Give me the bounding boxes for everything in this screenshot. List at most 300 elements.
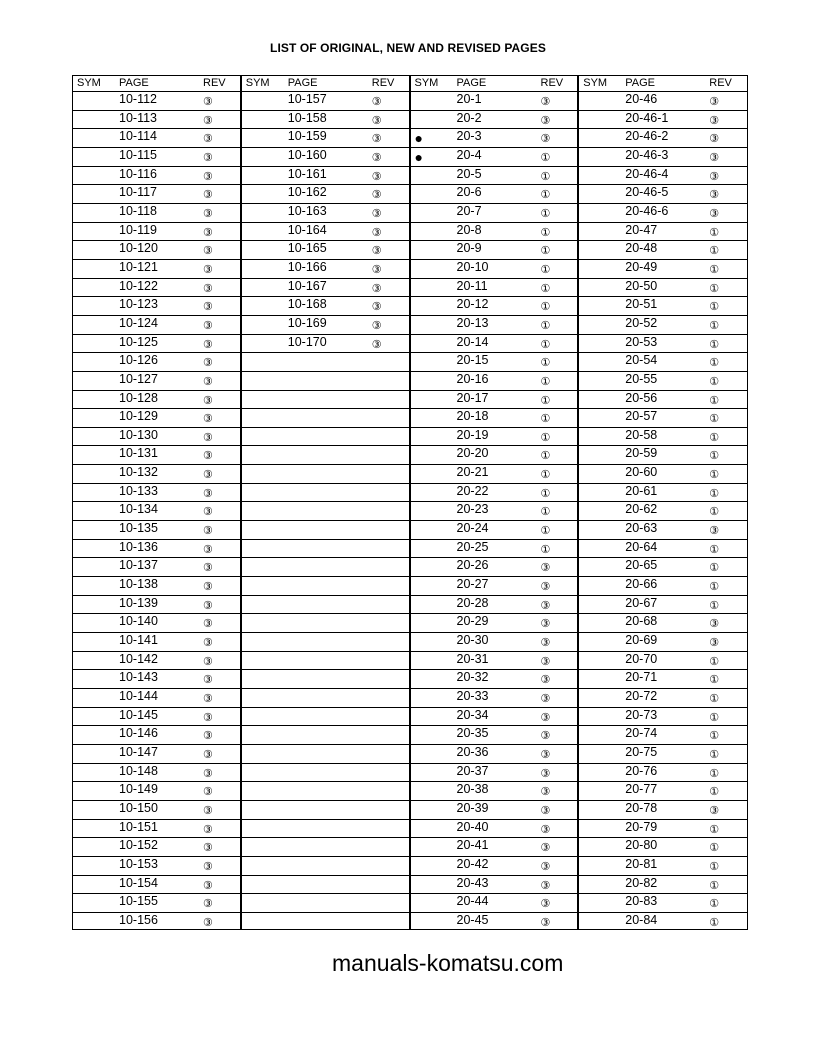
table-row (411, 335, 578, 354)
header-page: PAGE (119, 77, 149, 89)
page-number: 20-33 (456, 689, 489, 703)
table-row (411, 726, 578, 745)
revision-mark: ③ (709, 96, 720, 108)
revision-mark: ③ (371, 96, 382, 108)
table-row (411, 391, 578, 410)
revision-mark: ③ (371, 151, 382, 164)
revision-mark: ③ (540, 674, 551, 687)
table-row (73, 801, 240, 820)
table-row (411, 484, 578, 503)
revision-mark: ① (709, 898, 720, 911)
table-row (579, 838, 747, 857)
column-header (73, 76, 240, 92)
table-row (73, 484, 240, 503)
page-number: 20-59 (625, 446, 658, 461)
page-number: 20-10 (456, 259, 489, 274)
table-row (579, 484, 747, 503)
table-row (579, 708, 747, 727)
revision-mark: ③ (203, 431, 213, 444)
page-number: 20-64 (625, 539, 658, 554)
revision-mark: ① (709, 655, 720, 668)
revision-mark: ① (709, 375, 720, 388)
table-row (579, 353, 747, 372)
table-row (242, 633, 409, 652)
table-row (73, 241, 240, 260)
revision-mark: ① (709, 469, 720, 482)
table-row (73, 223, 240, 242)
page-title: LIST OF ORIGINAL, NEW AND REVISED PAGES (270, 41, 546, 55)
revision-mark: ③ (371, 263, 382, 276)
page-number: 20-74 (625, 726, 658, 741)
revision-mark: ① (540, 413, 551, 426)
table-row (411, 764, 578, 783)
table-row (411, 279, 578, 298)
revision-mark: ① (709, 879, 720, 892)
page-number: 20-46-6 (625, 203, 669, 218)
page-number: 20-62 (625, 502, 658, 517)
revision-mark: ① (540, 338, 551, 351)
table-row (579, 857, 747, 876)
table-row (73, 204, 240, 223)
revision-mark: ③ (203, 96, 213, 108)
revision-mark: ① (540, 394, 551, 407)
page-number: 10-113 (119, 110, 157, 125)
revision-mark: ③ (371, 226, 382, 239)
revision-mark: ③ (203, 319, 213, 332)
header-rev: REV (709, 77, 732, 89)
table-row (579, 876, 747, 895)
page-number: 10-137 (119, 558, 158, 573)
revision-mark: ① (709, 711, 720, 724)
page-number: 20-30 (456, 633, 489, 648)
table-row (411, 111, 578, 130)
page-number: 10-132 (119, 465, 158, 480)
revision-mark: ③ (203, 898, 213, 911)
revision-mark: ③ (203, 394, 213, 407)
page-number: 10-118 (119, 203, 157, 218)
page-number: 10-116 (119, 166, 157, 181)
table-row (73, 129, 240, 148)
page-number: 20-12 (456, 297, 489, 312)
table-row (411, 521, 578, 540)
revision-mark: ① (709, 226, 720, 239)
page-number: 20-44 (456, 894, 489, 909)
revision-mark: ① (709, 916, 720, 929)
revision-mark: ③ (709, 151, 720, 164)
page-number: 20-57 (625, 409, 658, 424)
revision-mark: ① (540, 506, 551, 519)
table-row (242, 148, 409, 167)
table-row (242, 223, 409, 242)
table-row (579, 260, 747, 279)
page-number: 10-131 (119, 446, 158, 461)
header-sym: SYM (414, 77, 439, 89)
table-row (579, 297, 747, 316)
page-number: 20-7 (456, 203, 482, 218)
table-row (73, 540, 240, 559)
table-row (411, 129, 578, 148)
revision-mark: ③ (540, 562, 551, 575)
revision-mark: ③ (203, 711, 213, 724)
page-number: 10-119 (119, 222, 157, 237)
table-row (73, 913, 240, 932)
table-row (242, 111, 409, 130)
table-row (73, 745, 240, 764)
page-number: 10-114 (119, 129, 157, 144)
table-row (579, 223, 747, 242)
table-row (579, 689, 747, 708)
page-number: 20-77 (625, 782, 658, 797)
page-number: 20-32 (456, 670, 489, 685)
page-number: 10-156 (119, 912, 158, 927)
table-row (579, 129, 747, 148)
page-number: 10-124 (119, 315, 158, 330)
revision-mark: ① (540, 525, 551, 538)
page-number: 10-158 (287, 110, 327, 125)
revision-mark: ③ (540, 767, 551, 780)
table-row (242, 764, 409, 783)
revision-mark: ③ (203, 804, 213, 817)
table-row (579, 577, 747, 596)
table-row (73, 316, 240, 335)
page-number: 20-60 (625, 465, 658, 480)
table-row (73, 633, 240, 652)
table-row (242, 726, 409, 745)
revision-mark: ① (540, 543, 551, 556)
page-number: 20-16 (456, 371, 489, 386)
table-row (73, 708, 240, 727)
page-number: 10-163 (287, 203, 327, 218)
page-number: 10-142 (119, 651, 158, 666)
table-row (242, 652, 409, 671)
revision-mark: ③ (203, 170, 213, 183)
page-number: 20-28 (456, 595, 489, 610)
table-column (242, 76, 411, 929)
revision-mark: ③ (709, 618, 720, 631)
table-row (411, 558, 578, 577)
table-row (242, 820, 409, 839)
table-row (242, 129, 409, 148)
table-row (242, 838, 409, 857)
page-number: 20-72 (625, 689, 658, 703)
table-row (411, 577, 578, 596)
revision-mark: ③ (203, 730, 213, 743)
table-row (73, 689, 240, 708)
revision-mark: ① (709, 338, 720, 351)
table-row (73, 465, 240, 484)
page-number: 10-164 (287, 222, 327, 237)
table-row (411, 446, 578, 465)
revision-mark: ① (540, 263, 551, 276)
page-number: 10-123 (119, 297, 158, 312)
page-number: 10-126 (119, 353, 158, 368)
page-number: 20-46-1 (625, 110, 669, 125)
table-row (411, 894, 578, 913)
table-row (242, 670, 409, 689)
revision-mark: ③ (540, 655, 551, 668)
page-number: 20-15 (456, 353, 489, 368)
table-row (579, 782, 747, 801)
revision-mark: ③ (203, 562, 213, 575)
page-number: 20-63 (625, 521, 658, 536)
revision-mark: ③ (371, 301, 382, 314)
revision-mark: ③ (709, 133, 720, 146)
page-number: 20-48 (625, 241, 658, 256)
page-number: 20-50 (625, 278, 658, 293)
revision-mark: ③ (540, 693, 551, 705)
table-row (579, 633, 747, 652)
sym-marker: ● (414, 130, 423, 147)
table-row (73, 502, 240, 521)
revision-mark: ① (540, 151, 551, 164)
page-number: 10-115 (119, 147, 157, 162)
page-number: 20-17 (456, 390, 489, 405)
table-row (579, 764, 747, 783)
revision-mark: ③ (540, 133, 551, 146)
page-number: 10-121 (119, 259, 158, 274)
revision-mark: ① (540, 301, 551, 314)
revision-mark: ③ (540, 879, 551, 892)
page-number: 20-58 (625, 427, 658, 442)
page-number: 10-122 (119, 278, 158, 293)
page-number: 20-52 (625, 315, 658, 330)
revision-mark: ① (709, 431, 720, 444)
table-row (411, 241, 578, 260)
table-row (411, 820, 578, 839)
page-number: 20-1 (456, 92, 482, 106)
revision-mark: ③ (203, 860, 213, 873)
page-number: 20-41 (456, 838, 489, 853)
revision-mark: ③ (540, 730, 551, 743)
revision-mark: ① (540, 282, 551, 295)
page-number: 10-150 (119, 800, 158, 815)
table-row (242, 391, 409, 410)
page-number: 20-26 (456, 558, 489, 573)
header-sym: SYM (583, 77, 608, 89)
table-row (579, 204, 747, 223)
header-page: PAGE (287, 77, 318, 89)
revision-mark: ① (709, 599, 720, 612)
table-row (411, 857, 578, 876)
revision-mark: ③ (203, 786, 213, 799)
revision-mark: ③ (709, 637, 720, 650)
table-row (411, 801, 578, 820)
table-row (73, 764, 240, 783)
page-number: 10-140 (119, 614, 158, 629)
page-number: 10-139 (119, 595, 158, 610)
revision-mark: ① (540, 245, 551, 258)
page-number: 20-13 (456, 315, 489, 330)
page-number: 10-167 (287, 278, 327, 293)
revision-mark: ③ (203, 879, 213, 892)
table-row (73, 894, 240, 913)
page-number: 10-147 (119, 744, 158, 759)
table-row (579, 614, 747, 633)
table-row (73, 372, 240, 391)
table-row (242, 801, 409, 820)
table-row (579, 372, 747, 391)
page-number: 10-148 (119, 763, 158, 778)
table-row (579, 167, 747, 186)
page-number: 10-145 (119, 707, 158, 722)
revision-mark: ③ (540, 898, 551, 911)
table-row (242, 297, 409, 316)
revision-mark: ③ (540, 618, 551, 631)
revision-mark: ③ (203, 207, 213, 220)
revision-mark: ① (709, 301, 720, 314)
table-row (73, 614, 240, 633)
page-number: 10-165 (287, 241, 327, 256)
revision-mark: ③ (203, 655, 213, 668)
revision-mark: ① (540, 469, 551, 482)
table-row (242, 894, 409, 913)
table-row (579, 558, 747, 577)
table-row (579, 521, 747, 540)
table-row (411, 297, 578, 316)
page-number: 10-134 (119, 502, 158, 517)
table-row (242, 558, 409, 577)
revision-mark: ③ (203, 916, 213, 929)
table-row (73, 111, 240, 130)
revision-mark: ① (540, 450, 551, 463)
table-row (579, 409, 747, 428)
revision-mark: ③ (203, 114, 213, 127)
revision-mark: ③ (540, 599, 551, 612)
revision-mark: ① (540, 319, 551, 332)
revision-mark: ③ (203, 674, 213, 687)
page-number: 20-51 (625, 297, 658, 312)
page-number: 20-81 (625, 856, 658, 871)
page-number: 20-66 (625, 577, 658, 592)
page-number: 10-159 (287, 129, 327, 144)
page-number: 10-129 (119, 409, 158, 424)
table-row (73, 92, 240, 111)
page-number: 10-160 (287, 147, 327, 162)
revision-mark: ③ (203, 637, 213, 650)
revision-mark: ③ (203, 375, 213, 388)
table-row (73, 148, 240, 167)
revision-mark: ③ (709, 207, 720, 220)
revision-mark: ③ (540, 786, 551, 799)
revision-mark: ① (709, 562, 720, 575)
page-number: 20-61 (625, 483, 658, 498)
revision-mark: ① (540, 431, 551, 444)
revision-mark: ① (709, 860, 720, 873)
revision-mark: ① (709, 506, 720, 519)
page-number: 20-37 (456, 763, 489, 778)
page-number: 20-65 (625, 558, 658, 573)
page-number: 10-146 (119, 726, 158, 741)
table-row (411, 185, 578, 204)
table-row (242, 782, 409, 801)
revision-mark: ③ (371, 338, 382, 351)
header-rev: REV (540, 77, 564, 89)
page-number: 10-133 (119, 483, 158, 498)
page-number: 20-8 (456, 222, 482, 237)
page-number: 20-22 (456, 483, 489, 498)
revision-mark: ① (709, 487, 720, 500)
table-row (73, 353, 240, 372)
revision-mark: ① (540, 375, 551, 388)
table-row (242, 857, 409, 876)
table-row (411, 316, 578, 335)
table-row (242, 409, 409, 428)
page-number: 20-55 (625, 371, 658, 386)
page-number: 20-31 (456, 651, 489, 666)
page-number: 10-143 (119, 670, 158, 685)
page-number: 20-76 (625, 763, 658, 778)
page-number: 10-138 (119, 577, 158, 592)
page-number: 20-46 (625, 92, 658, 106)
table-row (579, 92, 747, 111)
page-number: 10-169 (287, 315, 327, 330)
revision-mark: ③ (203, 599, 213, 612)
table-row (242, 465, 409, 484)
page-number: 20-67 (625, 595, 658, 610)
page-number: 20-46-4 (625, 166, 669, 181)
revision-mark: ③ (203, 263, 213, 276)
revision-mark: ① (709, 245, 720, 258)
page-number: 10-154 (119, 875, 158, 890)
page-number: 10-152 (119, 838, 158, 853)
page-number: 20-46-2 (625, 129, 669, 144)
page-number: 20-34 (456, 707, 489, 722)
table-row (411, 428, 578, 447)
table-row (73, 876, 240, 895)
table-row (73, 167, 240, 186)
revision-mark: ③ (203, 226, 213, 239)
table-row (411, 223, 578, 242)
table-row (579, 726, 747, 745)
revision-mark: ① (709, 450, 720, 463)
table-row (73, 185, 240, 204)
table-row (411, 689, 578, 708)
table-row (579, 670, 747, 689)
table-row (73, 260, 240, 279)
page-number: 20-38 (456, 782, 489, 797)
revision-mark: ③ (540, 842, 551, 855)
page-number: 20-79 (625, 819, 658, 834)
table-row (73, 335, 240, 354)
revision-mark: ③ (203, 767, 213, 780)
revision-mark: ① (540, 207, 551, 220)
table-row (579, 540, 747, 559)
revision-mark: ③ (203, 618, 213, 631)
revision-mark: ③ (203, 151, 213, 164)
page-number: 20-9 (456, 241, 482, 256)
page-number: 20-75 (625, 744, 658, 759)
header-sym: SYM (77, 77, 101, 89)
column-header (579, 76, 747, 92)
header-page: PAGE (625, 77, 656, 89)
table-row (242, 167, 409, 186)
page-number: 20-84 (625, 912, 658, 927)
revision-mark: ③ (203, 413, 213, 426)
page-number: 20-71 (625, 670, 658, 685)
table-row (579, 894, 747, 913)
page-number: 20-43 (456, 875, 489, 890)
table-row (411, 652, 578, 671)
revision-mark: ① (709, 394, 720, 407)
table-row (579, 502, 747, 521)
revision-mark: ③ (203, 338, 213, 351)
table-row (73, 279, 240, 298)
revision-mark: ③ (540, 96, 551, 108)
page-number: 10-130 (119, 427, 158, 442)
table-row (242, 876, 409, 895)
revision-mark: ① (540, 487, 551, 500)
table-row (411, 838, 578, 857)
